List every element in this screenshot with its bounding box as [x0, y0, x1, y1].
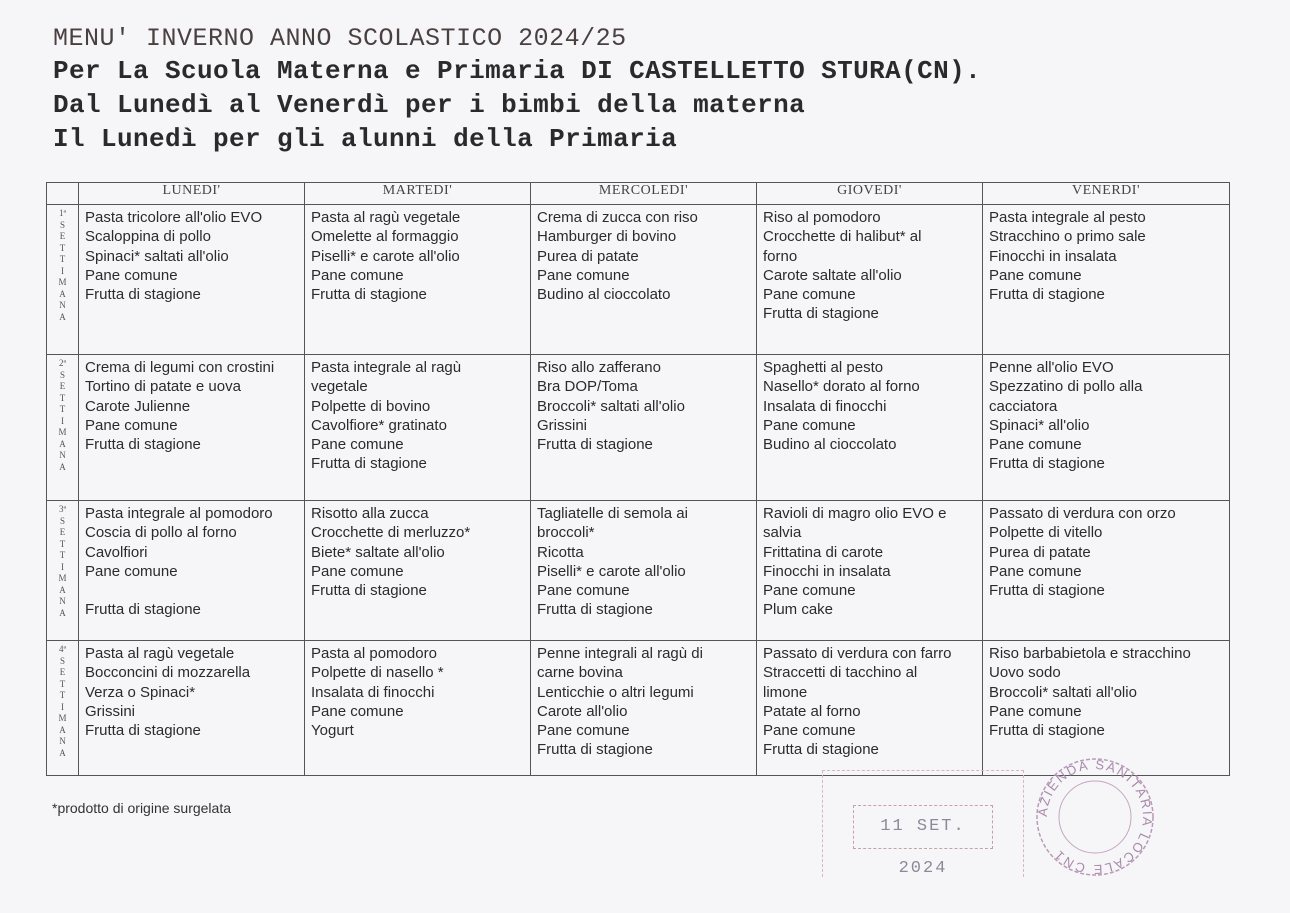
menu-cell: [305, 501, 531, 641]
menu-item: limone: [763, 683, 808, 701]
menu-item: Tagliatelle di semola ai: [537, 505, 688, 522]
menu-table: [46, 182, 1230, 776]
menu-item: Pasta tricolore all'olio EVO: [85, 209, 263, 226]
menu-item: Verza o Spinaci*: [85, 683, 196, 701]
menu-item: Crema di legumi con crostini: [85, 359, 275, 376]
week-label-char: M: [58, 277, 67, 287]
week-label-char: S: [59, 219, 65, 230]
menu-item: broccoli*: [537, 524, 595, 542]
week-label-char: T: [59, 254, 66, 264]
menu-item: carne bovina: [537, 664, 623, 682]
menu-item: Pane comune: [989, 562, 1082, 580]
week-label-char: T: [59, 690, 66, 700]
menu-item: salvia: [763, 524, 802, 542]
week-label-char: T: [59, 242, 66, 253]
menu-item: Riso barbabietola e stracchino: [989, 645, 1191, 662]
menu-cell: [983, 355, 1230, 501]
menu-item: Lenticchie o altri legumi: [537, 683, 694, 701]
menu-item: Frutta di stagione: [311, 286, 427, 304]
week-label-char: S: [59, 369, 65, 380]
week-label-char: M: [58, 427, 67, 437]
menu-item: Ravioli di magro olio EVO e: [763, 505, 947, 522]
menu-cell: [531, 355, 757, 501]
menu-item: Frutta di stagione: [989, 455, 1105, 473]
menu-item: Budino al cioccolato: [763, 436, 897, 454]
week-label-char: E: [59, 231, 66, 241]
menu-item: Crocchette di merluzzo*: [311, 524, 471, 542]
primaria-line: Il Lunedì per gli alunni della Primaria: [53, 124, 678, 154]
menu-item: Spinaci* saltati all'olio: [85, 247, 229, 265]
menu-item: Cavolfiore* gratinato: [311, 416, 447, 434]
week-label-char: E: [59, 381, 66, 391]
menu-item: Polpette di bovino: [311, 397, 431, 415]
week-label-char: N: [59, 450, 66, 460]
week-label-char: A: [59, 584, 66, 595]
menu-item: Coscia di pollo al forno: [85, 524, 237, 542]
week-row: [47, 205, 1230, 355]
menu-item: Frutta di stagione: [989, 582, 1105, 600]
menu-item: Frutta di stagione: [537, 601, 653, 619]
menu-item: Finocchi in insalata: [989, 247, 1117, 265]
menu-item: Frutta di stagione: [537, 741, 653, 759]
menu-item: Frutta di stagione: [85, 601, 201, 619]
day-header: VENERDI': [983, 183, 1230, 205]
menu-cell: [305, 205, 531, 355]
week-label: [47, 641, 79, 776]
menu-item: Cavolfiori: [85, 543, 148, 561]
menu-item: Riso al pomodoro: [763, 209, 881, 226]
week-label-char: M: [58, 713, 67, 723]
menu-item: Pane comune: [989, 436, 1082, 454]
week-label-char: T: [59, 404, 66, 414]
week-label-char: I: [61, 415, 64, 426]
menu-item: Plum cake: [763, 601, 834, 619]
menu-cell: [757, 501, 983, 641]
week-label-char: 1ª: [59, 208, 66, 218]
menu-cell: [983, 501, 1230, 641]
week-label-char: A: [59, 461, 66, 472]
menu-item: Passato di verdura con farro: [763, 645, 952, 662]
received-date-stamp: 11 SET. 2024: [853, 805, 993, 849]
menu-item: Pane comune: [537, 722, 630, 740]
day-header: MARTEDI': [305, 183, 531, 205]
menu-cell: [757, 205, 983, 355]
menu-item: Frutta di stagione: [311, 582, 427, 600]
menu-item: Stracchino o primo sale: [989, 228, 1146, 246]
week-label-char: T: [59, 538, 66, 549]
menu-item: Crocchette di halibut* al: [763, 228, 922, 246]
footnote: *prodotto di origine surgelata: [52, 800, 232, 816]
menu-item: Pane comune: [989, 702, 1082, 720]
menu-cell: [531, 641, 757, 776]
week-label-char: 4ª: [59, 644, 66, 654]
menu-cell: [305, 355, 531, 501]
menu-cell: [757, 355, 983, 501]
week-label: [47, 205, 79, 355]
day-header: LUNEDI': [79, 183, 305, 205]
menu-item: Tortino di patate e uova: [85, 378, 241, 396]
menu-item: Pasta integrale al pesto: [989, 209, 1146, 226]
menu-item: Bra DOP/Toma: [537, 378, 638, 396]
menu-item: Penne integrali al ragù di: [537, 645, 703, 662]
week-label-char: E: [59, 667, 66, 677]
menu-item: Finocchi in insalata: [763, 562, 891, 580]
health-authority-seal: [1030, 752, 1160, 882]
menu-item: Pasta al pomodoro: [311, 645, 437, 662]
day-header: GIOVEDI': [757, 183, 983, 205]
menu-item: Frutta di stagione: [989, 286, 1105, 304]
document-header: [53, 24, 981, 156]
menu-item: Ricotta: [537, 543, 584, 561]
menu-item: Frutta di stagione: [85, 436, 201, 454]
week-label-char: 2ª: [59, 358, 66, 368]
menu-item: Pane comune: [989, 266, 1082, 284]
menu-item: Insalata di finocchi: [763, 397, 887, 415]
menu-cell: [983, 205, 1230, 355]
day-header-row: [47, 183, 1230, 205]
corner-cell: [47, 183, 79, 205]
menu-item: Pasta integrale al pomodoro: [85, 505, 273, 522]
menu-cell: [79, 355, 305, 501]
menu-item: Pane comune: [537, 266, 630, 284]
week-row: [47, 501, 1230, 641]
menu-cell: [79, 641, 305, 776]
week-label-char: T: [59, 550, 66, 560]
week-label-char: I: [61, 561, 64, 572]
menu-item: Carote Julienne: [85, 397, 191, 415]
menu-item: Frutta di stagione: [311, 455, 427, 473]
week-label-char: I: [61, 265, 64, 276]
menu-item: Nasello* dorato al forno: [763, 378, 920, 396]
week-label-char: M: [58, 573, 67, 583]
menu-item: Hamburger di bovino: [537, 228, 677, 246]
menu-item: Omelette al formaggio: [311, 228, 459, 246]
menu-item: Polpette di vitello: [989, 524, 1103, 542]
week-label-char: T: [59, 678, 66, 689]
week-label: [47, 501, 79, 641]
menu-item: Penne all'olio EVO: [989, 359, 1114, 376]
week-label-char: A: [59, 311, 66, 322]
menu-item: Carote saltate all'olio: [763, 266, 902, 284]
menu-item: Yogurt: [311, 722, 354, 740]
menu-item: Insalata di finocchi: [311, 683, 435, 701]
week-row: [47, 355, 1230, 501]
menu-item: Pane comune: [311, 266, 404, 284]
menu-cell: [531, 205, 757, 355]
menu-item: Piselli* e carote all'olio: [311, 247, 460, 265]
menu-item: Frutta di stagione: [537, 436, 653, 454]
menu-item: Frutta di stagione: [989, 722, 1105, 740]
week-label-char: A: [59, 607, 66, 618]
menu-item: Straccetti di tacchino al: [763, 664, 918, 682]
menu-item: Purea di patate: [537, 247, 639, 265]
menu-item: Biete* saltate all'olio: [311, 543, 445, 561]
menu-item: Pane comune: [311, 562, 404, 580]
week-label-char: S: [59, 655, 65, 666]
menu-item: Spinaci* all'olio: [989, 416, 1090, 434]
week-label-char: 3ª: [59, 504, 66, 514]
week-label-char: A: [59, 438, 66, 449]
menu-cell: [79, 205, 305, 355]
menu-item: Carote all'olio: [537, 702, 628, 720]
menu-item: Spezzatino di pollo alla: [989, 378, 1143, 396]
menu-item: vegetale: [311, 378, 368, 396]
menu-item: Pasta integrale al ragù: [311, 359, 462, 376]
menu-item: Frutta di stagione: [763, 741, 879, 759]
week-label-char: T: [59, 392, 66, 403]
menu-item: Patate al forno: [763, 702, 861, 720]
menu-item: Passato di verdura con orzo: [989, 505, 1176, 522]
week-label-char: A: [59, 288, 66, 299]
menu-item: Pane comune: [85, 416, 178, 434]
menu-title: MENU' INVERNO ANNO SCOLASTICO 2024/25: [53, 24, 627, 53]
menu-cell: [531, 501, 757, 641]
menu-item: Frutta di stagione: [763, 305, 879, 323]
menu-item: Pane comune: [311, 702, 404, 720]
week-label-char: S: [59, 515, 65, 526]
menu-item: Pasta al ragù vegetale: [85, 645, 235, 662]
week-label-char: A: [59, 747, 66, 758]
menu-item: Pane comune: [537, 582, 630, 600]
menu-item: [85, 581, 304, 600]
menu-item: Riso allo zafferano: [537, 359, 661, 376]
seal-text: AZIENDA SANITARIA LOCALE CN1: [1034, 756, 1156, 878]
menu-item: cacciatora: [989, 397, 1058, 415]
menu-item: Broccoli* saltati all'olio: [537, 397, 685, 415]
menu-item: forno: [763, 247, 798, 265]
svg-text:AZIENDA SANITARIA LOCALE CN1: [1035, 757, 1155, 877]
week-label-char: N: [59, 596, 66, 606]
menu-body: [47, 205, 1230, 776]
menu-item: Pane comune: [763, 722, 856, 740]
week-label-char: N: [59, 736, 66, 746]
week-label-char: E: [59, 527, 66, 537]
week-label-char: A: [59, 724, 66, 735]
menu-item: Uovo sodo: [989, 664, 1061, 682]
menu-item: Pasta al ragù vegetale: [311, 209, 461, 226]
menu-item: Pane comune: [763, 582, 856, 600]
week-label-char: I: [61, 701, 64, 712]
menu-item: Piselli* e carote all'olio: [537, 562, 686, 580]
school-line: Per La Scuola Materna e Primaria DI CASTELLETTO STURA(CN).: [53, 56, 982, 86]
menu-cell: [305, 641, 531, 776]
menu-item: Grissini: [537, 416, 588, 434]
menu-item: Scaloppina di pollo: [85, 228, 211, 246]
menu-cell: [79, 501, 305, 641]
menu-item: Frittatina di carote: [763, 543, 884, 561]
menu-item: Pane comune: [763, 416, 856, 434]
menu-item: Grissini: [85, 702, 136, 720]
menu-item: Crema di zucca con riso: [537, 209, 698, 226]
menu-item: Bocconcini di mozzarella: [85, 664, 251, 682]
menu-item: Budino al cioccolato: [537, 286, 671, 304]
menu-item: Pane comune: [763, 286, 856, 304]
menu-item: Pane comune: [311, 436, 404, 454]
menu-item: Frutta di stagione: [85, 722, 201, 740]
week-label: [47, 355, 79, 501]
menu-cell: [757, 641, 983, 776]
day-header: MERCOLEDI': [531, 183, 757, 205]
materna-line: Dal Lunedì al Venerdì per i bimbi della materna: [53, 90, 806, 120]
week-label-char: N: [59, 300, 66, 310]
menu-item: Spaghetti al pesto: [763, 359, 884, 376]
menu-item: Broccoli* saltati all'olio: [989, 683, 1137, 701]
menu-item: Polpette di nasello *: [311, 664, 444, 682]
menu-item: Pane comune: [85, 266, 178, 284]
menu-item: Purea di patate: [989, 543, 1091, 561]
menu-item: Frutta di stagione: [85, 286, 201, 304]
menu-item: Pane comune: [85, 562, 178, 580]
menu-item: Risotto alla zucca: [311, 505, 429, 522]
